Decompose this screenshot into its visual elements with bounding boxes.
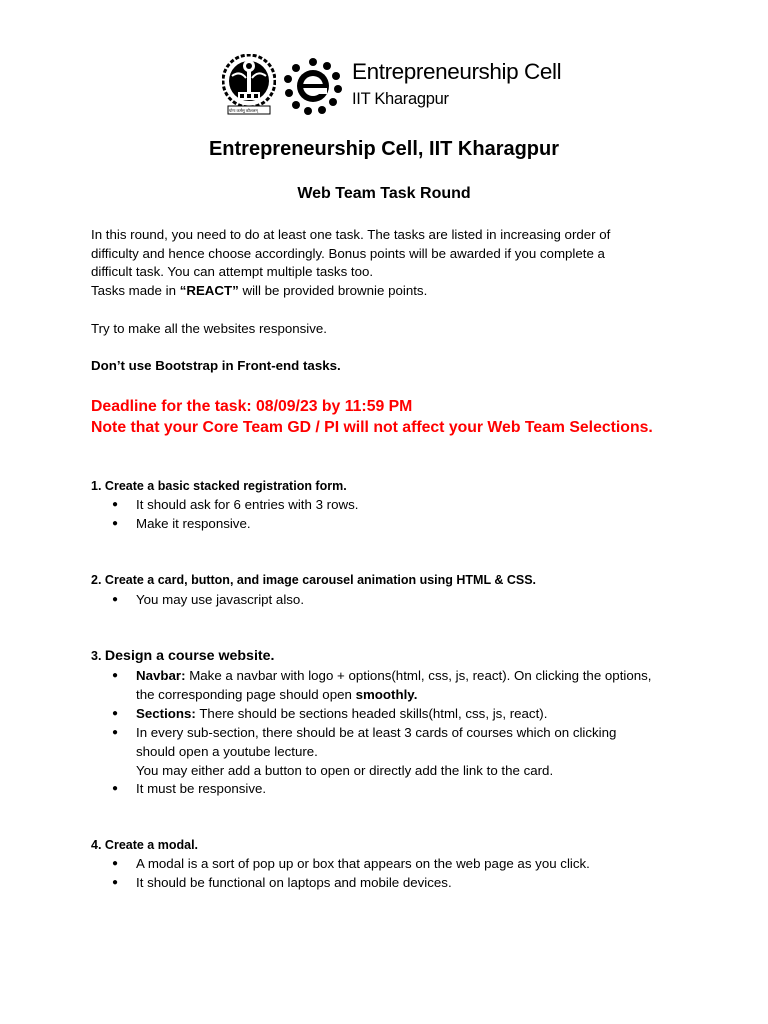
subsection-line: You may either add a button to open or directly add the link to the card. bbox=[136, 762, 554, 778]
list-item bbox=[91, 705, 691, 724]
task-number: 1. bbox=[91, 479, 102, 493]
task-number: 2. bbox=[91, 573, 102, 587]
bullet-icon: ● bbox=[112, 594, 119, 605]
page-subtitle: Web Team Task Round bbox=[297, 185, 471, 202]
list-item-text: Make it responsive. bbox=[136, 515, 251, 531]
task-title: Create a card, button, and image carousel animation using HTML & CSS. bbox=[104, 573, 537, 587]
list-item-text: A modal is a sort of pop up or box that appears on the web page as you click. bbox=[136, 856, 590, 871]
navbar-label: Navbar: bbox=[136, 668, 186, 683]
list-item-text: It must be responsive. bbox=[136, 781, 267, 797]
list-item-text: It should ask for 6 entries with 3 rows. bbox=[136, 497, 359, 512]
task-3-heading bbox=[91, 648, 274, 664]
list-item bbox=[91, 855, 691, 874]
intro-line: In this round, you need to do at least one task. The tasks are listed in increasing order of bbox=[91, 227, 611, 242]
list-item bbox=[91, 515, 691, 534]
subsection-line: In every sub-section, there should be at least 3 cards of courses which on clicking bbox=[136, 724, 617, 740]
task-2-heading bbox=[91, 573, 536, 587]
sections-label: Sections: bbox=[136, 705, 196, 721]
sections-text: There should be sections headed skills(html, css, js, react). bbox=[195, 705, 548, 721]
list-item bbox=[91, 780, 691, 799]
react-note-bold: “REACT” bbox=[179, 283, 239, 299]
react-note-before: Tasks made in bbox=[91, 283, 180, 299]
task-title: Create a basic stacked registration form. bbox=[104, 479, 347, 493]
list-item-text: It should be functional on laptops and mobile devices. bbox=[136, 874, 452, 890]
bullet-icon: ● bbox=[112, 670, 119, 681]
subsection-line: should open a youtube lecture. bbox=[136, 743, 318, 759]
task-4-list bbox=[91, 855, 691, 893]
logo-subtitle: IIT Kharagpur bbox=[352, 90, 449, 108]
task-3-list bbox=[91, 667, 691, 799]
task-1-heading bbox=[91, 479, 347, 493]
bullet-icon: ● bbox=[112, 726, 119, 738]
intro-line: difficult task. You can attempt multiple tasks too. bbox=[91, 264, 374, 280]
iit-kgp-crest-icon bbox=[222, 54, 276, 116]
logo-title: Entrepreneurship Cell bbox=[352, 59, 562, 84]
bootstrap-note: Don’t use Bootstrap in Front-end tasks. bbox=[91, 358, 341, 373]
list-item bbox=[91, 591, 691, 610]
crest-caption: योगः कर्मसु कौशलम् bbox=[229, 108, 258, 113]
task-number: 3. bbox=[91, 649, 102, 663]
navbar-text-bold: smoothly. bbox=[355, 686, 418, 702]
task-1-list bbox=[91, 496, 691, 534]
intro-line: difficulty and hence choose accordingly. Bonus points will be awarded if you complete a bbox=[91, 245, 605, 261]
deadline-block bbox=[91, 396, 671, 438]
list-item bbox=[91, 496, 691, 515]
bullet-icon: ● bbox=[112, 517, 119, 529]
responsive-note: Try to make all the websites responsive. bbox=[91, 321, 327, 336]
bullet-icon: ● bbox=[112, 876, 119, 888]
task-title: Create a modal. bbox=[104, 838, 199, 852]
list-item bbox=[91, 667, 691, 705]
task-title: Design a course website. bbox=[104, 648, 275, 664]
bullet-icon: ● bbox=[112, 707, 119, 719]
list-item-text: You may use javascript also. bbox=[136, 592, 305, 607]
bullet-icon: ● bbox=[112, 499, 119, 510]
page-title: Entrepreneurship Cell, IIT Kharagpur bbox=[208, 138, 560, 160]
navbar-text-line2: the corresponding page should open bbox=[136, 686, 356, 702]
react-note-after: will be provided brownie points. bbox=[238, 283, 428, 299]
navbar-text-line1: Make a navbar with logo + options(html, css, js, react). On clicking the options, bbox=[185, 668, 652, 683]
task-4-heading bbox=[91, 838, 198, 852]
core-team-note: Note that your Core Team GD / PI will not affect your Web Team Selections. bbox=[91, 419, 653, 436]
bullet-icon: ● bbox=[112, 858, 119, 869]
react-note bbox=[91, 282, 671, 301]
deadline-text: Deadline for the task: 08/09/23 by 11:59 PM bbox=[91, 398, 413, 415]
intro-paragraph bbox=[91, 226, 671, 301]
list-item bbox=[91, 874, 691, 893]
list-item bbox=[91, 724, 691, 781]
ecell-mark-icon bbox=[282, 56, 344, 116]
task-number: 4. bbox=[91, 838, 102, 852]
bullet-icon: ● bbox=[112, 783, 119, 795]
task-2-list bbox=[91, 591, 691, 610]
